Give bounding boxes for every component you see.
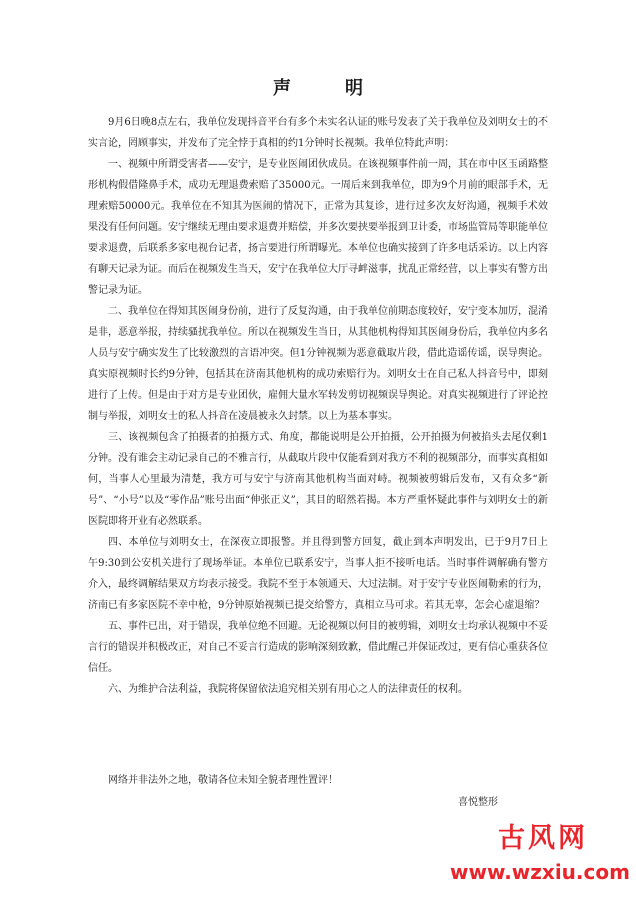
paragraph-5: 五、事件已出，对于错误，我单位绝不回避。无论视频以何目的被剪辑，刘明女士均承认视频中不妥言行的错误并积极改正，对自己不妥言行造成的影响深刻致歉，借此醒己并保证改过，更有信心重获各位信任。 (88, 621, 548, 674)
intro-paragraph: 9月6日晚8点左右，我单位发现抖音平台有多个未实名认证的账号发表了关于我单位及刘明女士的不实言论，罔顾事实，并发布了完全悖于真相的约1分钟时长视频。我单位特此声明： (88, 117, 548, 149)
paragraph-1: 一、视频中所谓受害者——安宁，是专业医闹团伙成员。在该视频事件前一周，其在市中区玉函路整形机构假借隆鼻手术，成功无理退费索赔了35000元。一周后来到我单位，即为9个月前的眼部手术，无理索赔50000元。我单位在不知其为医闹的情况下，正常为其复诊，进行过多次友好沟通，视频手术效果没有任何问题。安宁继续无理由要求退费并赔偿，并多次要挟要举报到卫计委，市场监管局等职能单位要求退费，后联系多家电视台记者，扬言要进行所谓曝光。本单位也确实接到了许多电话采访。以上内容有聊天记录为证。而后在视频发生当天，安宁在我单位大厅寻衅滋事，扰乱正常经营，以上事实有警方出警记录为证。 (88, 159, 548, 296)
document-title: 声 明 (273, 78, 381, 99)
paragraph-2: 二、我单位在得知其医闹身份前，进行了反复沟通，由于我单位前期态度较好，安宁变本加厉，混淆是非，恶意举报，持续骚扰我单位。所以在视频发生当日，从其他机构得知其医闹身份后，我单位内多名人员与安宁确实发生了比较激烈的言语冲突。但1分钟视频为恶意截取片段，借此造谣传谣，误导舆论。真实原视频时长约9分钟，包括其在济南其他机构的成功索赔行为。刘明女士在自己私人抖音号中，即刻进行了上传。但是由于对方是专业团伙，雇佣大量水军转发剪切视频误导舆论。对真实视频进行了评论控制与举报，刘明女士的私人抖音在凌晨被永久封禁。以上为基本事实。 (88, 306, 548, 422)
document-body (88, 112, 548, 700)
paragraph-3: 三、该视频包含了拍摄者的拍摄方式、角度，都能说明是公开拍摄，公开拍摄为何被掐头去尾仅剩1分钟。没有谁会主动记录自己的不雅言行，从截取片段中仅能看到对我方不利的视频部分，而事实真相如何，当事人心里最为清楚，我方可与安宁与济南其他机构当面对峙。视频被剪辑后发布，又有众多“新号”、“小号”以及“零作品”账号出面“伸张正义”，其目的昭然若揭。本方严重怀疑此事件与刘明女士的新医院即将开业有必然联系。 (88, 432, 548, 527)
watermark-site-name: 古风网 (498, 823, 588, 854)
paragraph-4: 四、本单位与刘明女士，在深夜立即报警。并且得到警方回复，截止到本声明发出，已于9月7日上午9:30到公安机关进行了现场举证。本单位已联系安宁，当事人拒不接听电话。当时事件调解确有警方介入，最终调解结果双方均表示接受。我院不至于本领通天、大过法制。对于安宁专业医闹勒索的行为，济南已有多家医院不幸中枪，9分钟原始视频已提交给警方，真相立马可求。若其无辜，怎会心虚退缩？ (88, 537, 548, 611)
paragraph-6: 六、为维护合法利益，我院将保留依法追究相关别有用心之人的法律责任的权利。 (108, 684, 468, 695)
signature: 喜悦整形 (458, 797, 498, 808)
watermark-url: www.wzxiu.com (450, 860, 630, 884)
closing-line: 网络并非法外之地，敬请各位未知全貌者理性置评！ (108, 775, 338, 786)
site-watermark (445, 816, 635, 900)
